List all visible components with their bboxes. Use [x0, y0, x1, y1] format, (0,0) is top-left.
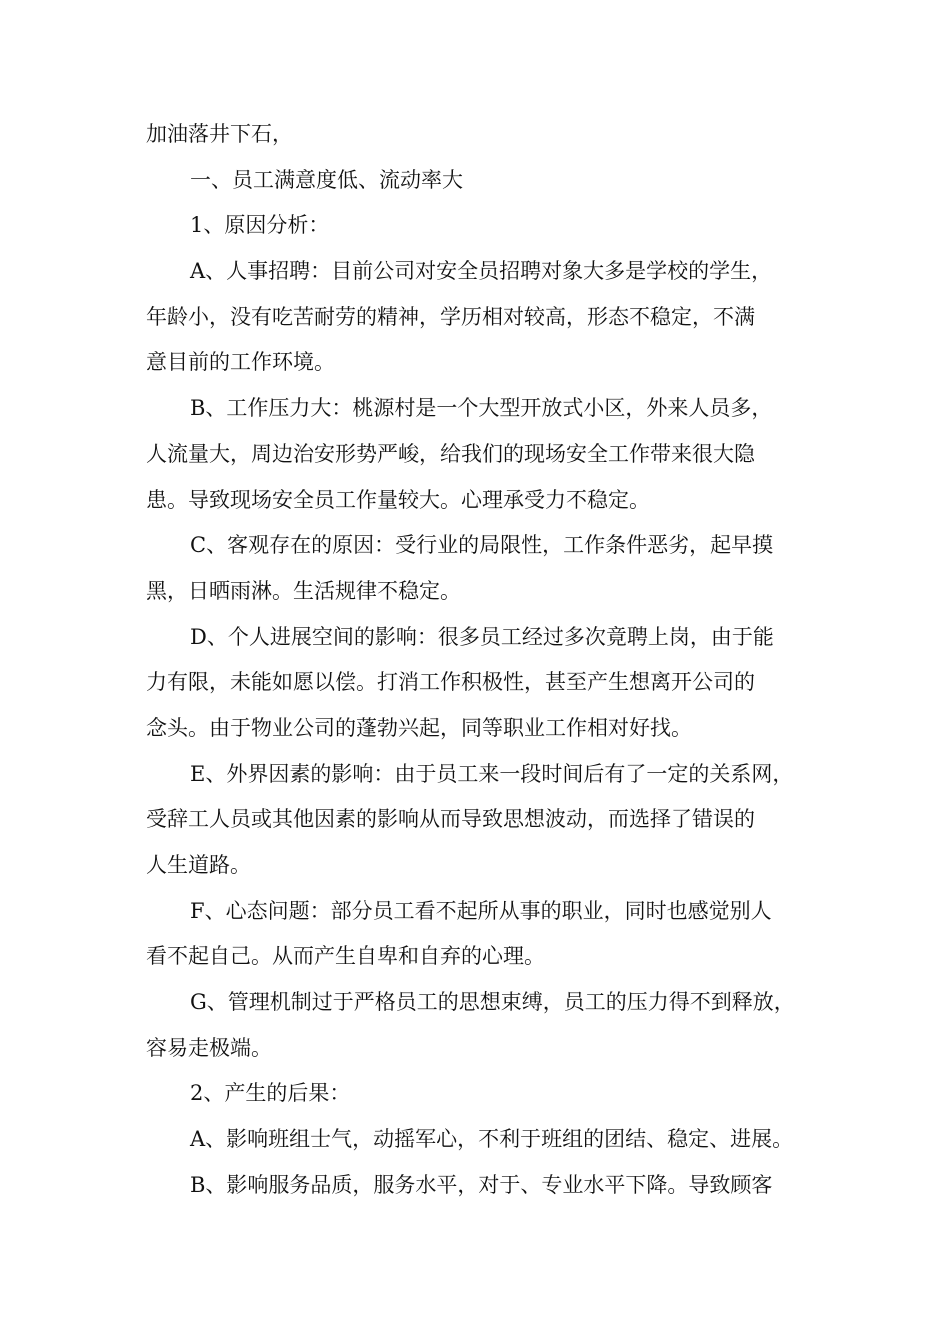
subsection-heading-consequences: 2、产生的后果： [190, 1081, 351, 1106]
paragraph-d-line-2: 力有限，未能如愿以偿。打消工作积极性，甚至产生想离开公司的 [146, 670, 755, 695]
paragraph-d-line-3: 念头。由于物业公司的蓬勃兴起，同等职业工作相对好找。 [146, 715, 692, 740]
paragraph-c-line-2: 黑，日晒雨淋。生活规律不稳定。 [146, 578, 461, 603]
paragraph-b-line-3: 患。导致现场安全员工作量较大。心理承受力不稳定。 [146, 487, 650, 512]
paragraph-b-line-1: B、工作压力大：桃源村是一个大型开放式小区，外来人员多， [190, 396, 773, 421]
paragraph-a-line-1: A、人事招聘：目前公司对安全员招聘对象大多是学校的学生， [190, 259, 773, 284]
paragraph-e-line-2: 受辞工人员或其他因素的影响从而导致思想波动，而选择了错误的 [146, 807, 755, 832]
subsection-heading: 1、原因分析： [190, 213, 330, 238]
paragraph-c-line-1: C、客观存在的原因：受行业的局限性，工作条件恶劣，起早摸 [190, 533, 774, 558]
paragraph-f-line-1: F、心态问题：部分员工看不起所从事的职业，同时也感觉别人 [190, 898, 772, 923]
paragraph-a-line-2: 年龄小，没有吃苦耐劳的精神，学历相对较高，形态不稳定，不满 [146, 304, 755, 329]
paragraph-f-line-2: 看不起自己。从而产生自卑和自弃的心理。 [146, 944, 545, 969]
consequence-a: A、影响班组士气，动摇军心，不利于班组的团结、稳定、进展。 [190, 1127, 794, 1152]
paragraph-g-line-2: 容易走极端。 [146, 1035, 272, 1060]
paragraph-b-line-2: 人流量大，周边治安形势严峻，给我们的现场安全工作带来很大隐 [146, 441, 755, 466]
document-body [146, 112, 826, 1209]
paragraph-e-line-3: 人生道路。 [146, 853, 251, 877]
section-heading: 一、员工满意度低、流动率大 [190, 167, 463, 192]
paragraph-e-line-1: E、外界因素的影响：由于员工来一段时间后有了一定的关系网， [190, 761, 794, 786]
paragraph-d-line-1: D、个人进展空间的影响：很多员工经过多次竟聘上岗，由于能 [190, 624, 774, 649]
consequence-b-line-1: B、影响服务品质，服务水平，对于、专业水平下降。导致顾客 [190, 1172, 773, 1197]
paragraph-a-line-3: 意目前的工作环境。 [146, 350, 335, 375]
paragraph-g-line-1: G、管理机制过于严格员工的思想束缚，员工的压力得不到释放， [190, 990, 795, 1015]
text-line-continuation: 加油落井下石， [146, 122, 293, 146]
